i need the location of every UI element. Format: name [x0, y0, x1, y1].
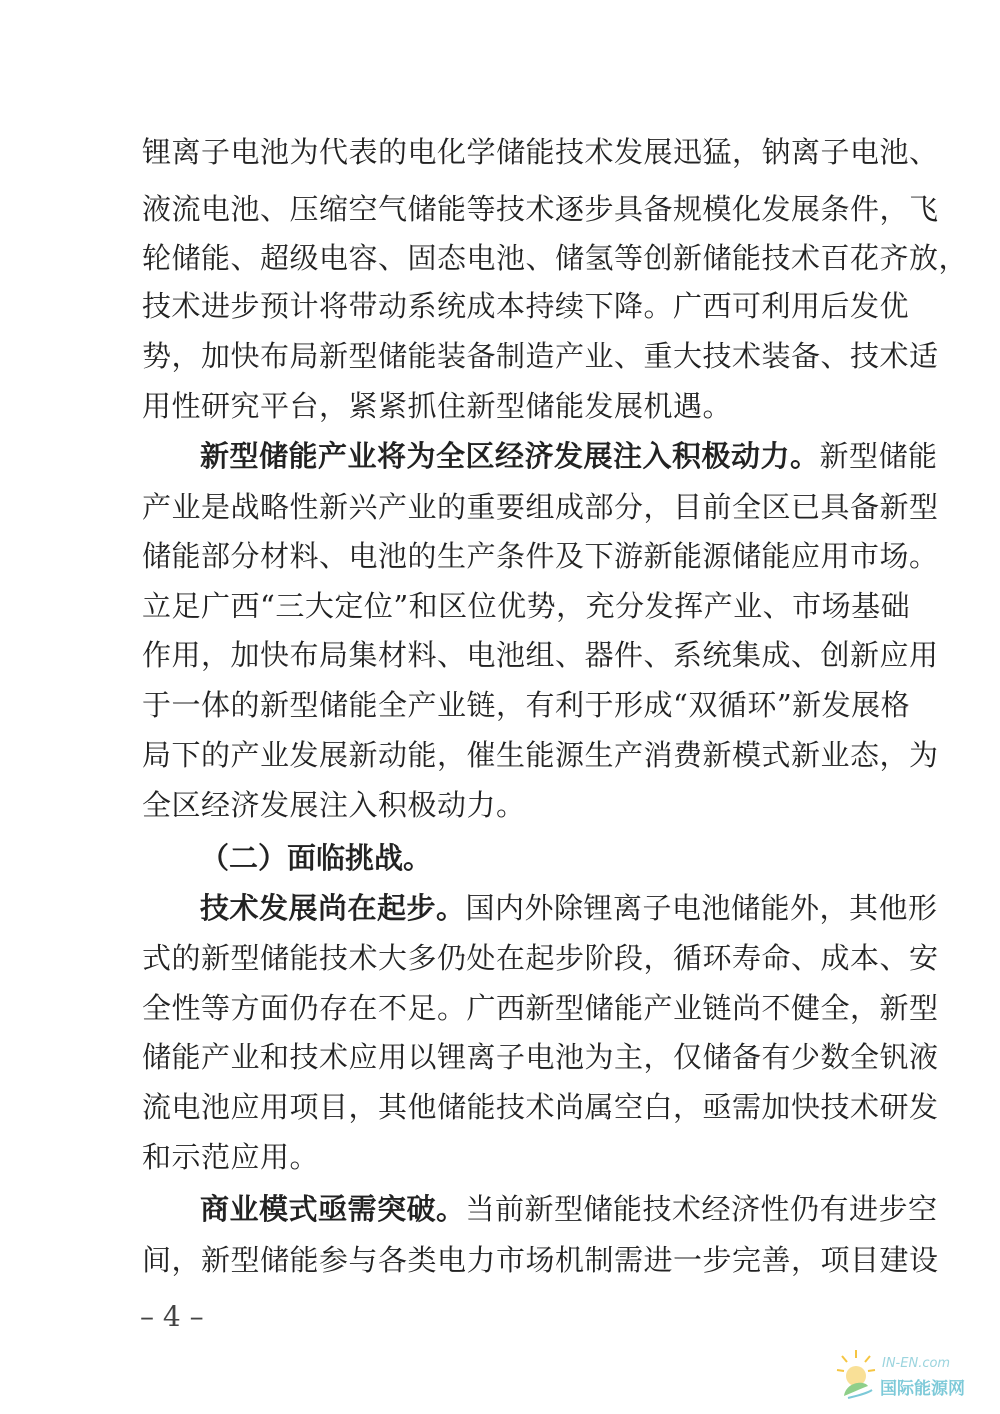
paragraph-heading: 商业模式亟需突破。 — [200, 1192, 466, 1226]
text-line: 轮储能、超级电容、固态电池、储氢等创新储能技术百花齐放， — [142, 241, 969, 275]
text-line: 储能产业和技术应用以锂离子电池为主，仅储备有少数全钒液 — [142, 1040, 939, 1074]
paragraph-text: 国内外除锂离子电池储能外，其他形 — [465, 891, 938, 925]
text-line: 势，加快布局新型储能装备制造产业、重大技术装备、技术适 — [142, 339, 939, 373]
text-line: 全性等方面仍存在不足。广西新型储能产业链尚不健全，新型 — [142, 991, 939, 1025]
paragraph-text: 新型储能 — [819, 439, 938, 473]
text-line: 作用，加快布局集材料、电池组、器件、系统集成、创新应用 — [142, 638, 939, 672]
page-number: – 4 – — [140, 1300, 204, 1333]
text-line: 和示范应用。 — [142, 1140, 320, 1174]
text-line: 储能部分材料、电池的生产条件及下游新能源储能应用市场。 — [142, 539, 939, 573]
paragraph-first-line — [200, 1189, 938, 1229]
watermark-logo — [834, 1342, 984, 1404]
watermark-subtext: IN-EN.com — [882, 1356, 951, 1371]
paragraph-text: 当前新型储能技术经济性仍有进步空 — [465, 1192, 938, 1226]
paragraph-heading: 技术发展尚在起步。 — [200, 891, 466, 925]
sun-leaf-logo-icon — [834, 1346, 878, 1402]
text-line: 局下的产业发展新动能，催生能源生产消费新模式新业态，为 — [142, 738, 939, 772]
text-line: 立足广西“三大定位”和区位优势，充分发挥产业、市场基础 — [142, 589, 911, 623]
section-heading: （二）面临挑战。 — [200, 841, 433, 875]
paragraph-first-line — [200, 888, 938, 928]
text-line: 锂离子电池为代表的电化学储能技术发展迅猛，钠离子电池、 — [142, 135, 939, 169]
text-line: 流电池应用项目，其他储能技术尚属空白，亟需加快技术研发 — [142, 1090, 939, 1124]
text-line: 用性研究平台，紧紧抓住新型储能发展机遇。 — [142, 389, 733, 423]
paragraph-heading: 新型储能产业将为全区经济发展注入积极动力。 — [200, 439, 820, 473]
text-line: 式的新型储能技术大多仍处在起步阶段，循环寿命、成本、安 — [142, 941, 939, 975]
text-line: 液流电池、压缩空气储能等技术逐步具备规模化发展条件，飞 — [142, 192, 939, 226]
paragraph-first-line — [200, 436, 938, 476]
text-line: 全区经济发展注入积极动力。 — [142, 788, 526, 822]
text-line: 间，新型储能参与各类电力市场机制需进一步完善，项目建设 — [142, 1243, 939, 1277]
text-line: 技术进步预计将带动系统成本持续下降。广西可利用后发优 — [142, 289, 910, 323]
text-line: 产业是战略性新兴产业的重要组成部分，目前全区已具备新型 — [142, 490, 939, 524]
watermark-brand: 国际能源网 — [880, 1379, 965, 1399]
text-line: 于一体的新型储能全产业链，有利于形成“双循环”新发展格 — [142, 688, 911, 722]
